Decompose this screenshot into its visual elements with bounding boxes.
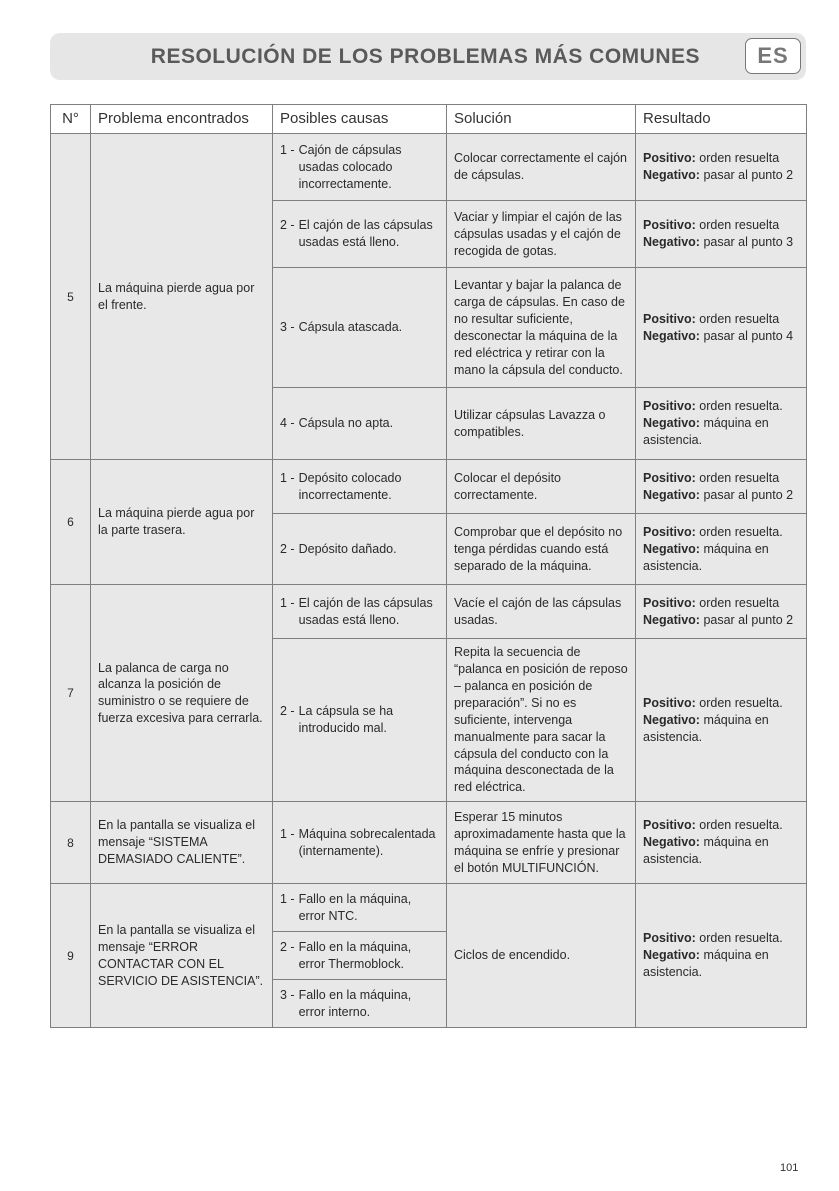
possible-cause: 2 - La cápsula se ha introducido mal. <box>273 639 447 802</box>
result: Positivo: orden resuelta Negativo: pasar al punto 2 <box>636 585 807 639</box>
possible-cause: 1 - Fallo en la máquina, error NTC. <box>273 884 447 932</box>
table-row <box>51 460 807 514</box>
solution: Vacíe el cajón de las cápsulas usadas. <box>447 585 636 639</box>
table-row <box>51 884 807 932</box>
solution: Comprobar que el depósito no tenga pérdidas cuando está separado de la máquina. <box>447 514 636 585</box>
header-number: N° <box>51 105 91 134</box>
language-badge: ES <box>745 38 801 74</box>
header-problem: Problema encontrados <box>91 105 273 134</box>
result: Positivo: orden resuelta. Negativo: máquina en asistencia. <box>636 514 807 585</box>
result: Positivo: orden resuelta. Negativo: máquina en asistencia. <box>636 388 807 460</box>
possible-cause: 1 - Máquina sobrecalentada (internamente). <box>273 802 447 884</box>
solution: Esperar 15 minutos aproximadamente hasta que la máquina se enfríe y presionar el botón MULTIFUNCIÓN. <box>447 802 636 884</box>
table-row <box>51 134 807 201</box>
solution: Utilizar cápsulas Lavazza o compatibles. <box>447 388 636 460</box>
result: Positivo: orden resuelta. Negativo: máquina en asistencia. <box>636 802 807 884</box>
problem-number: 8 <box>51 802 91 884</box>
possible-cause: 2 - Depósito dañado. <box>273 514 447 585</box>
solution: Ciclos de encendido. <box>447 884 636 1028</box>
table-row <box>51 802 807 884</box>
solution: Colocar el depósito correctamente. <box>447 460 636 514</box>
solution: Colocar correctamente el cajón de cápsulas. <box>447 134 636 201</box>
problem-description: La palanca de carga no alcanza la posición de suministro o se requiere de fuerza excesiva para cerrarla. <box>91 585 273 802</box>
possible-cause: 2 - Fallo en la máquina, error Thermoblock. <box>273 932 447 980</box>
header-causes: Posibles causas <box>273 105 447 134</box>
table-header-row <box>51 105 807 134</box>
possible-cause: 4 - Cápsula no apta. <box>273 388 447 460</box>
result: Positivo: orden resuelta Negativo: pasar al punto 2 <box>636 460 807 514</box>
problem-number: 9 <box>51 884 91 1028</box>
header-solution: Solución <box>447 105 636 134</box>
result: Positivo: orden resuelta Negativo: pasar al punto 4 <box>636 268 807 388</box>
problem-number: 5 <box>51 134 91 460</box>
page-title: RESOLUCIÓN DE LOS PROBLEMAS MÁS COMUNES <box>150 45 700 68</box>
problem-description: La máquina pierde agua por la parte trasera. <box>91 460 273 585</box>
solution: Vaciar y limpiar el cajón de las cápsulas usadas y el cajón de recogida de gotas. <box>447 201 636 268</box>
result: Positivo: orden resuelta. Negativo: máquina en asistencia. <box>636 639 807 802</box>
result: Positivo: orden resuelta Negativo: pasar al punto 2 <box>636 134 807 201</box>
problem-number: 7 <box>51 585 91 802</box>
problem-number: 6 <box>51 460 91 585</box>
header-result: Resultado <box>636 105 807 134</box>
problem-description: En la pantalla se visualiza el mensaje “SISTEMA DEMASIADO CALIENTE”. <box>91 802 273 884</box>
table-row <box>51 585 807 639</box>
page-number: 101 <box>780 1162 799 1174</box>
possible-cause: 2 - El cajón de las cápsulas usadas está lleno. <box>273 201 447 268</box>
troubleshooting-table <box>50 104 807 1028</box>
possible-cause: 3 - Cápsula atascada. <box>273 268 447 388</box>
solution: Levantar y bajar la palanca de carga de cápsulas. En caso de no resultar suficiente, desconectar la máquina de la red eléctrica y retirar con la mano la cápsula del conducto. <box>447 268 636 388</box>
result: Positivo: orden resuelta Negativo: pasar al punto 3 <box>636 201 807 268</box>
problem-description: La máquina pierde agua por el frente. <box>91 134 273 460</box>
possible-cause: 1 - Depósito colocado incorrectamente. <box>273 460 447 514</box>
result: Positivo: orden resuelta. Negativo: máquina en asistencia. <box>636 884 807 1028</box>
problem-description: En la pantalla se visualiza el mensaje “ERROR CONTACTAR CON EL SERVICIO DE ASISTENCIA”. <box>91 884 273 1028</box>
possible-cause: 1 - El cajón de las cápsulas usadas está lleno. <box>273 585 447 639</box>
solution: Repita la secuencia de “palanca en posición de reposo – palanca en posición de preparación”. Si no es suficiente, intervenga manualmente para sacar la cápsula del conducto con la máquina desconectada de la red eléctrica. <box>447 639 636 802</box>
possible-cause: 3 - Fallo en la máquina, error interno. <box>273 980 447 1028</box>
possible-cause: 1 - Cajón de cápsulas usadas colocado incorrectamente. <box>273 134 447 201</box>
